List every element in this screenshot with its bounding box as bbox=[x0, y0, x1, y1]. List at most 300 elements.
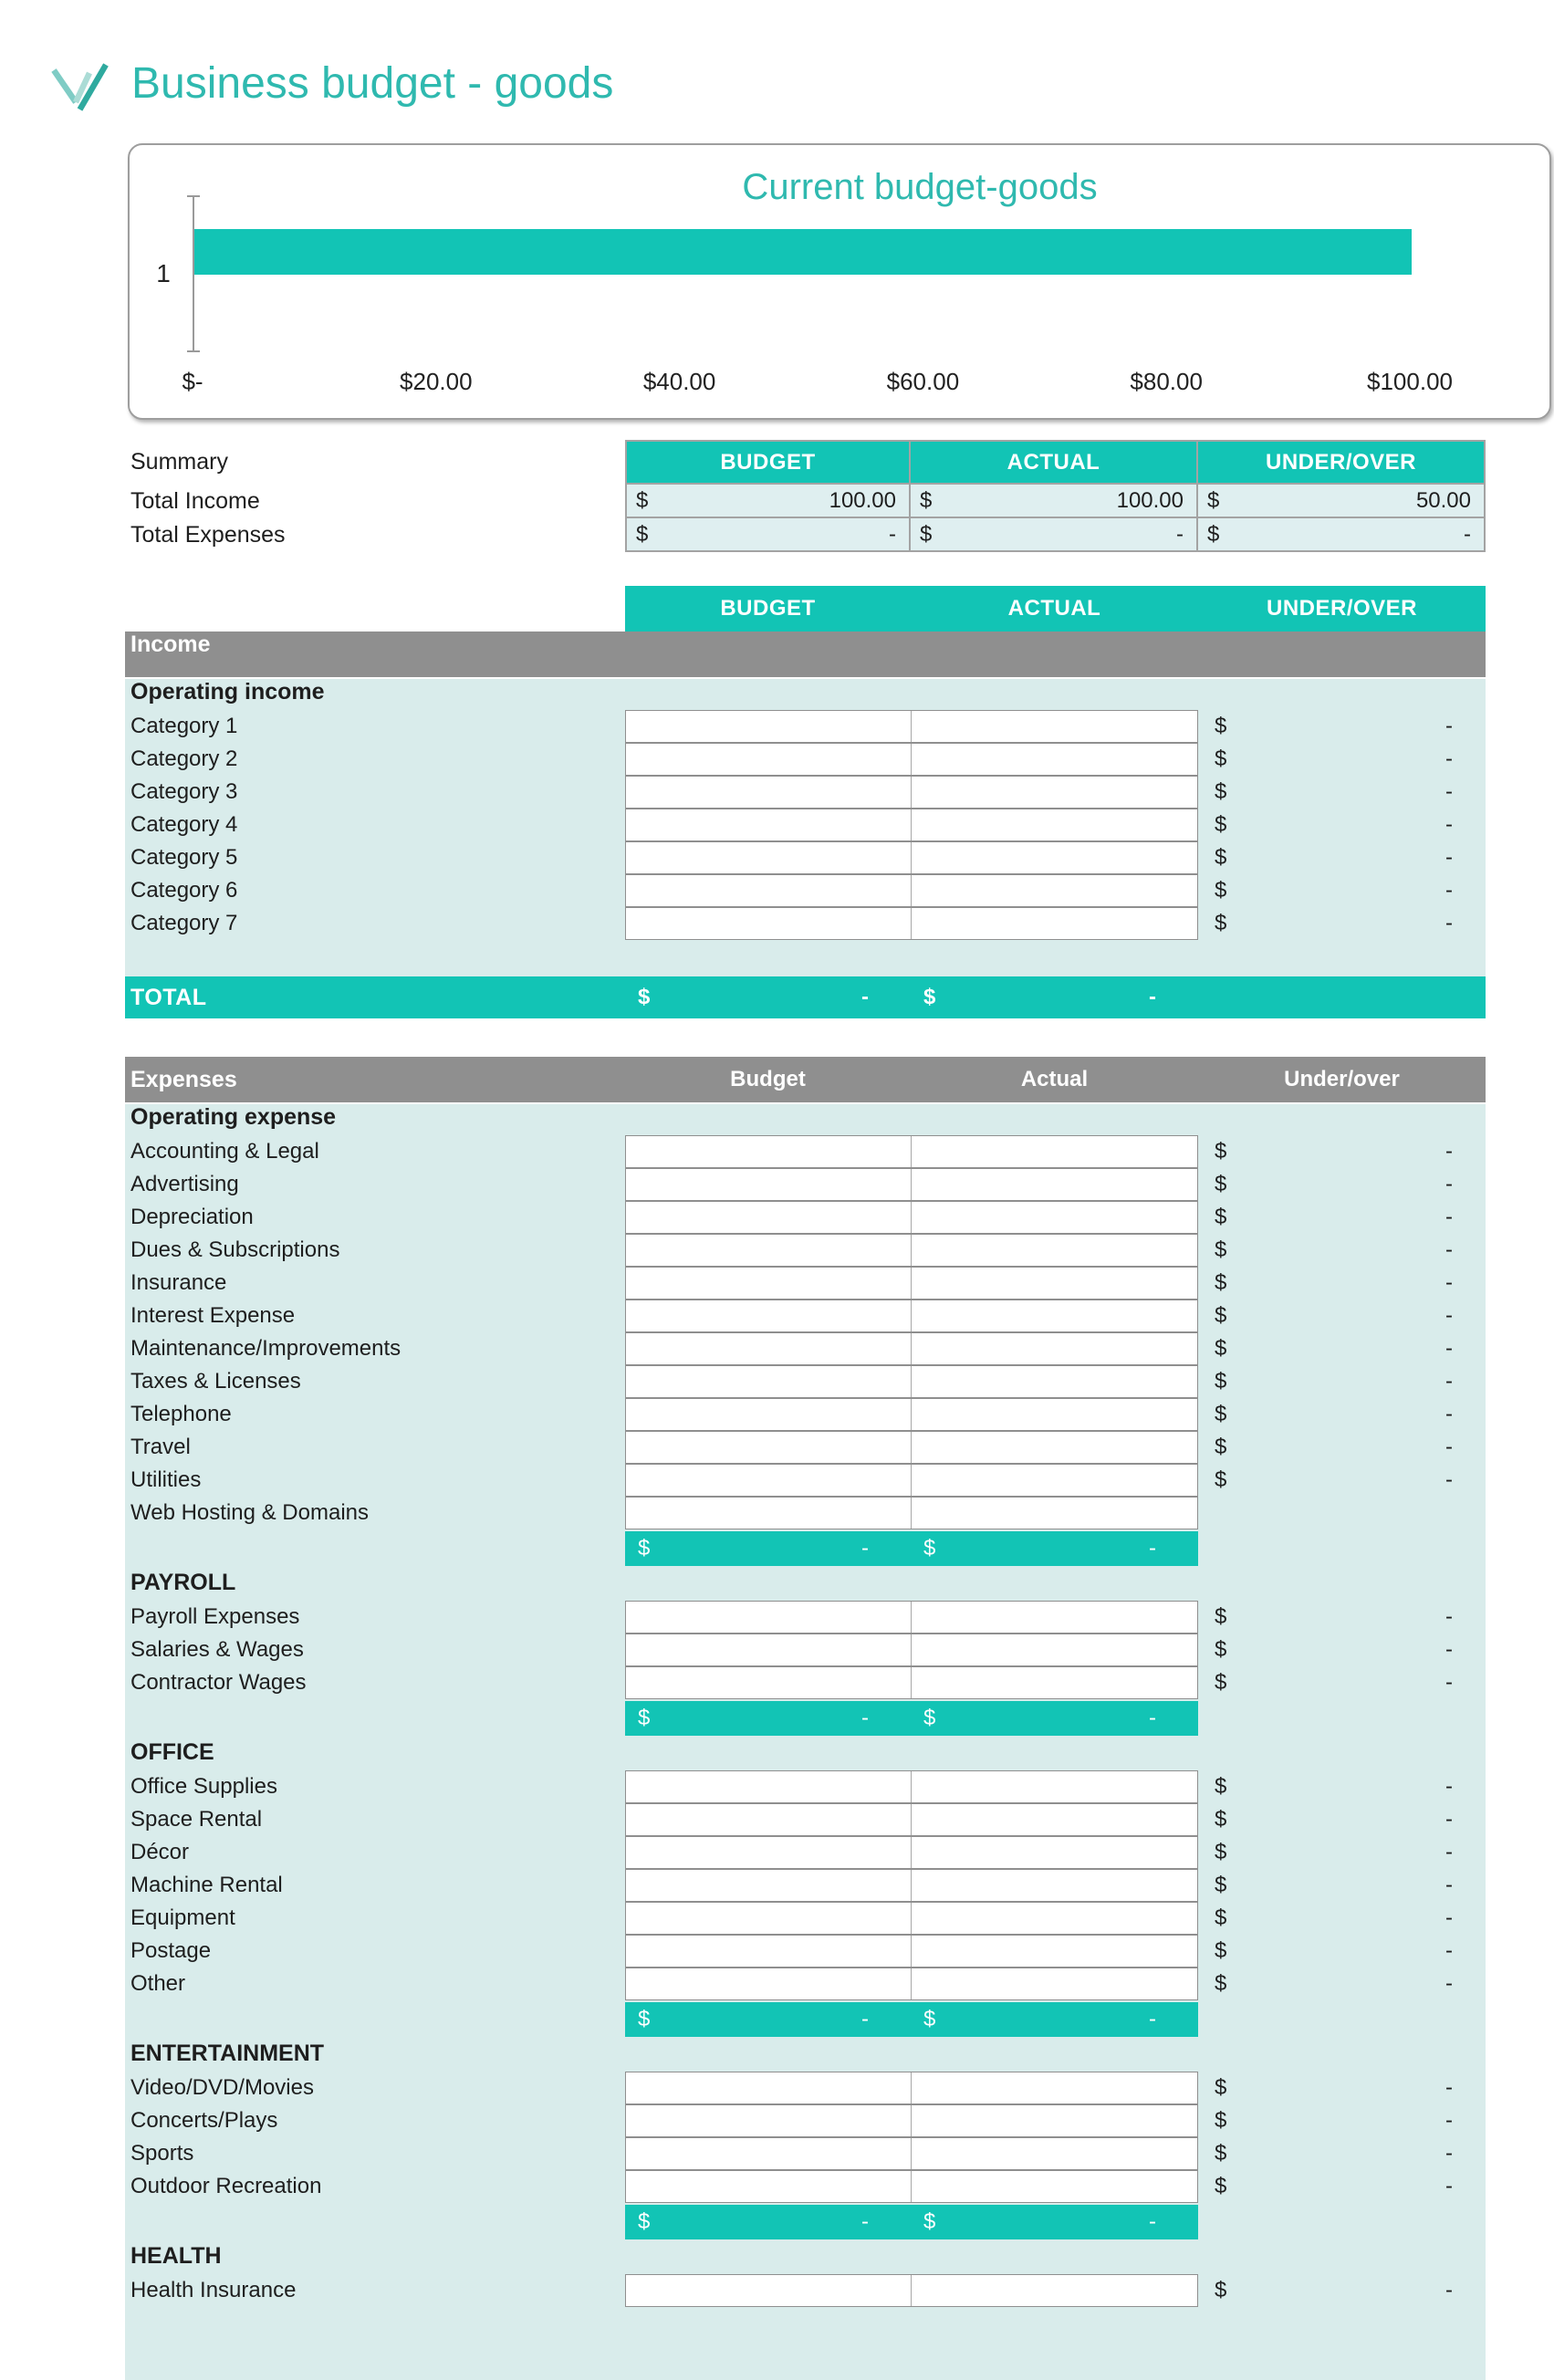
actual-input-cell[interactable] bbox=[912, 842, 1197, 873]
currency-symbol: $ bbox=[1215, 1336, 1227, 1361]
income-total-budget bbox=[625, 976, 911, 1018]
table-row bbox=[125, 1902, 1486, 1935]
table-row bbox=[125, 1666, 1486, 1699]
row-label: Depreciation bbox=[130, 1205, 254, 1229]
input-cell-pair bbox=[625, 2170, 1198, 2203]
under-over-cell bbox=[1198, 1634, 1486, 1666]
row-label: Travel bbox=[130, 1435, 191, 1459]
input-cell-pair bbox=[625, 1968, 1198, 2000]
cell-value: - bbox=[1445, 878, 1453, 903]
actual-input-cell[interactable] bbox=[912, 809, 1197, 840]
budget-input-cell[interactable] bbox=[626, 2275, 912, 2306]
actual-input-cell[interactable] bbox=[912, 1366, 1197, 1397]
currency-symbol: $ bbox=[1215, 1774, 1227, 1799]
row-label: Category 3 bbox=[130, 779, 238, 804]
cell-value: - bbox=[1445, 1402, 1453, 1426]
budget-input-cell[interactable] bbox=[626, 1366, 912, 1397]
cell-value: - bbox=[1445, 1670, 1453, 1695]
table-row bbox=[125, 1968, 1486, 2000]
subtotal-row bbox=[625, 1531, 1198, 1566]
row-label: Décor bbox=[130, 1840, 190, 1864]
row-label: Space Rental bbox=[130, 1807, 263, 1832]
table-row bbox=[125, 1135, 1486, 1168]
row-label: Sports bbox=[130, 2141, 194, 2166]
input-cell-pair bbox=[625, 1365, 1198, 1398]
actual-input-cell[interactable] bbox=[912, 1498, 1197, 1529]
table-row bbox=[125, 1267, 1486, 1300]
currency-symbol: $ bbox=[1215, 1205, 1227, 1229]
under-over-cell bbox=[1198, 1968, 1486, 2000]
cell-value: - bbox=[1445, 2278, 1453, 2302]
table-row bbox=[125, 1497, 1486, 1529]
table-row bbox=[125, 1836, 1486, 1869]
input-cell-pair bbox=[625, 1902, 1198, 1935]
currency-symbol: $ bbox=[1215, 2075, 1227, 2100]
x-axis-tick-label: $100.00 bbox=[1367, 368, 1453, 395]
cell-value: - bbox=[1464, 521, 1471, 547]
income-header-row bbox=[125, 586, 1486, 632]
input-cell-pair bbox=[625, 907, 1198, 940]
budget-input-cell[interactable] bbox=[626, 1837, 912, 1868]
budget-input-cell[interactable] bbox=[626, 777, 912, 808]
summary-label: Summary bbox=[125, 440, 625, 485]
actual-input-cell[interactable] bbox=[912, 1968, 1197, 1999]
input-cell-pair bbox=[625, 1836, 1198, 1869]
total-expenses-actual-cell[interactable] bbox=[911, 518, 1198, 552]
cell-value: - bbox=[1445, 714, 1453, 738]
actual-input-cell[interactable] bbox=[912, 1268, 1197, 1299]
cell-value: - bbox=[1445, 1971, 1453, 1996]
actual-input-cell[interactable] bbox=[912, 1300, 1197, 1331]
budget-input-cell[interactable] bbox=[626, 711, 912, 742]
budget-input-cell[interactable] bbox=[626, 1300, 912, 1331]
input-cell-pair bbox=[625, 2104, 1198, 2137]
cell-value: - bbox=[1445, 812, 1453, 837]
currency-symbol: $ bbox=[1215, 2108, 1227, 2133]
budget-input-cell[interactable] bbox=[626, 1870, 912, 1901]
under-over-cell bbox=[1198, 841, 1486, 874]
under-over-cell bbox=[1198, 710, 1486, 743]
input-cell-pair bbox=[625, 1601, 1198, 1634]
summary-column-budget: BUDGET bbox=[625, 440, 911, 485]
income-column-actual: ACTUAL bbox=[911, 586, 1198, 632]
expenses-column-under-over: Under/over bbox=[1284, 1067, 1400, 1091]
cell-value: - bbox=[1176, 521, 1184, 547]
actual-input-cell[interactable] bbox=[912, 1169, 1197, 1200]
table-row bbox=[125, 1869, 1486, 1902]
income-column-under-over: UNDER/OVER bbox=[1198, 586, 1486, 632]
budget-input-cell[interactable] bbox=[626, 875, 912, 906]
table-row bbox=[125, 1431, 1486, 1464]
actual-input-cell[interactable] bbox=[912, 1235, 1197, 1266]
row-label: Dues & Subscriptions bbox=[130, 1237, 340, 1262]
under-over-cell bbox=[1198, 1770, 1486, 1803]
currency-symbol: $ bbox=[1215, 1905, 1227, 1930]
under-over-cell bbox=[1198, 2072, 1486, 2104]
cell-value: - bbox=[1149, 2209, 1156, 2234]
under-over-cell bbox=[1198, 1803, 1486, 1836]
cell-value: - bbox=[1445, 1807, 1453, 1832]
currency-symbol: $ bbox=[1215, 1303, 1227, 1328]
under-over-cell bbox=[1198, 1497, 1486, 1529]
table-row bbox=[125, 2170, 1486, 2203]
cell-value: - bbox=[1445, 1873, 1453, 1897]
currency-symbol: $ bbox=[920, 521, 933, 547]
input-cell-pair bbox=[625, 1168, 1198, 1201]
actual-input-cell[interactable] bbox=[912, 2138, 1197, 2169]
input-cell-pair bbox=[625, 1267, 1198, 1300]
income-total-row bbox=[125, 976, 1486, 1018]
budget-input-cell[interactable] bbox=[626, 1235, 912, 1266]
row-label: Category 7 bbox=[130, 911, 238, 935]
subtotal-budget bbox=[625, 1531, 911, 1566]
table-row bbox=[125, 1398, 1486, 1431]
row-label: Category 1 bbox=[130, 714, 238, 738]
table-row bbox=[125, 1770, 1486, 1803]
total-income-under-over-cell[interactable] bbox=[1198, 485, 1486, 518]
table-row bbox=[125, 2274, 1486, 2307]
currency-symbol: $ bbox=[1215, 714, 1227, 738]
input-cell-pair bbox=[625, 809, 1198, 841]
cell-value: - bbox=[1445, 1467, 1453, 1492]
under-over-cell bbox=[1198, 1431, 1486, 1464]
currency-symbol: $ bbox=[1207, 521, 1220, 547]
currency-symbol: $ bbox=[638, 1706, 651, 1730]
input-cell-pair bbox=[625, 1869, 1198, 1902]
table-row bbox=[125, 743, 1486, 776]
input-cell-pair bbox=[625, 841, 1198, 874]
budget-input-cell[interactable] bbox=[626, 744, 912, 775]
actual-input-cell[interactable] bbox=[912, 1333, 1197, 1364]
cell-value: - bbox=[861, 2007, 869, 2031]
row-label: Maintenance/Improvements bbox=[130, 1336, 402, 1361]
actual-input-cell[interactable] bbox=[912, 1399, 1197, 1430]
actual-input-cell[interactable] bbox=[912, 875, 1197, 906]
budget-input-cell[interactable] bbox=[626, 2072, 912, 2103]
chart-title: Current budget-goods bbox=[742, 167, 1098, 207]
cell-value: - bbox=[1445, 1172, 1453, 1196]
actual-input-cell[interactable] bbox=[912, 1634, 1197, 1665]
under-over-cell bbox=[1198, 1666, 1486, 1699]
cell-value: - bbox=[1445, 1270, 1453, 1295]
budget-input-cell[interactable] bbox=[626, 2171, 912, 2202]
under-over-cell bbox=[1198, 1935, 1486, 1968]
page-title: Business budget - goods bbox=[131, 58, 614, 108]
currency-symbol: $ bbox=[1215, 1840, 1227, 1864]
row-label: Total Income bbox=[125, 485, 625, 518]
currency-symbol: $ bbox=[1215, 812, 1227, 837]
table-row bbox=[125, 2104, 1486, 2137]
row-label: Category 5 bbox=[130, 845, 238, 870]
cell-value: - bbox=[1445, 2108, 1453, 2133]
row-label: Interest Expense bbox=[130, 1303, 296, 1328]
currency-symbol: $ bbox=[636, 521, 649, 547]
cell-value: - bbox=[1149, 1536, 1156, 1561]
currency-symbol: $ bbox=[923, 985, 936, 1009]
subtotal-budget bbox=[625, 1701, 911, 1736]
budget-input-cell[interactable] bbox=[626, 908, 912, 939]
input-cell-pair bbox=[625, 1803, 1198, 1836]
input-cell-pair bbox=[625, 1431, 1198, 1464]
budget-input-cell[interactable] bbox=[626, 1136, 912, 1167]
row-label: Telephone bbox=[130, 1402, 232, 1426]
currency-symbol: $ bbox=[638, 2007, 651, 2031]
x-axis-tick-label: $40.00 bbox=[642, 368, 716, 395]
budget-input-cell[interactable] bbox=[626, 1771, 912, 1802]
table-row bbox=[125, 1634, 1486, 1666]
budget-bar bbox=[194, 229, 1412, 275]
cell-value: - bbox=[1445, 1369, 1453, 1394]
currency-symbol: $ bbox=[920, 487, 933, 513]
table-row bbox=[125, 1168, 1486, 1201]
expenses-column-budget: Budget bbox=[730, 1067, 806, 1091]
cell-value: - bbox=[1149, 1706, 1156, 1730]
table-row bbox=[125, 1332, 1486, 1365]
currency-symbol: $ bbox=[638, 1536, 651, 1561]
under-over-cell bbox=[1198, 743, 1486, 776]
input-cell-pair bbox=[625, 2274, 1198, 2307]
budget-input-cell[interactable] bbox=[626, 2138, 912, 2169]
cell-value: - bbox=[1445, 1139, 1453, 1164]
row-label: Video/DVD/Movies bbox=[130, 2075, 314, 2100]
cell-value: - bbox=[1445, 1237, 1453, 1262]
cell-value: - bbox=[861, 985, 869, 1009]
currency-symbol: $ bbox=[1215, 746, 1227, 771]
currency-symbol: $ bbox=[1215, 1637, 1227, 1662]
subtotal-actual bbox=[911, 1701, 1198, 1736]
expense-group-heading: OFFICE bbox=[130, 1738, 214, 1765]
summary-header-row bbox=[125, 440, 1486, 485]
budget-input-cell[interactable] bbox=[626, 1498, 912, 1529]
cell-value: - bbox=[1149, 2007, 1156, 2031]
cell-value: - bbox=[1445, 1905, 1453, 1930]
under-over-cell bbox=[1198, 1168, 1486, 1201]
under-over-cell bbox=[1198, 1267, 1486, 1300]
budget-input-cell[interactable] bbox=[626, 2105, 912, 2136]
budget-input-cell[interactable] bbox=[626, 842, 912, 873]
cell-value: - bbox=[889, 521, 896, 547]
currency-symbol: $ bbox=[923, 2007, 936, 2031]
input-cell-pair bbox=[625, 743, 1198, 776]
cell-value: - bbox=[1445, 1938, 1453, 1963]
actual-input-cell[interactable] bbox=[912, 1771, 1197, 1802]
table-row bbox=[125, 776, 1486, 809]
summary-row-total-expenses bbox=[125, 518, 1486, 552]
cell-value: - bbox=[861, 2209, 869, 2234]
under-over-cell bbox=[1198, 1464, 1486, 1497]
section-title: Income bbox=[130, 632, 211, 657]
under-over-cell bbox=[1198, 907, 1486, 940]
income-group-heading: Operating income bbox=[130, 678, 325, 705]
actual-input-cell[interactable] bbox=[912, 1903, 1197, 1934]
budget-input-cell[interactable] bbox=[626, 1968, 912, 1999]
input-cell-pair bbox=[625, 1464, 1198, 1497]
row-label: Other bbox=[130, 1971, 186, 1996]
x-axis-tick-labels bbox=[182, 368, 1453, 399]
x-axis-tick-label: $20.00 bbox=[400, 368, 473, 395]
summary-table bbox=[125, 440, 1486, 552]
page-header bbox=[51, 55, 613, 111]
row-label: Salaries & Wages bbox=[130, 1637, 304, 1662]
actual-input-cell[interactable] bbox=[912, 1837, 1197, 1868]
currency-symbol: $ bbox=[1207, 487, 1220, 513]
budget-input-cell[interactable] bbox=[626, 1465, 912, 1496]
table-row bbox=[125, 2137, 1486, 2170]
input-cell-pair bbox=[625, 1666, 1198, 1699]
actual-input-cell[interactable] bbox=[912, 1804, 1197, 1835]
actual-input-cell[interactable] bbox=[912, 908, 1197, 939]
subtotal-row bbox=[625, 2205, 1198, 2239]
budget-input-cell[interactable] bbox=[626, 1602, 912, 1633]
total-expenses-budget-cell[interactable] bbox=[625, 518, 911, 552]
currency-symbol: $ bbox=[1215, 878, 1227, 903]
table-row bbox=[125, 710, 1486, 743]
input-cell-pair bbox=[625, 1398, 1198, 1431]
summary-column-actual: ACTUAL bbox=[911, 440, 1198, 485]
budget-input-cell[interactable] bbox=[626, 1333, 912, 1364]
income-column-budget: BUDGET bbox=[625, 586, 911, 632]
expense-group-heading: PAYROLL bbox=[130, 1569, 236, 1595]
summary-column-under-over: UNDER/OVER bbox=[1198, 440, 1486, 485]
actual-input-cell[interactable] bbox=[912, 1202, 1197, 1233]
cell-value: - bbox=[861, 1706, 869, 1730]
total-income-actual-cell[interactable] bbox=[911, 485, 1198, 518]
currency-symbol: $ bbox=[1215, 1270, 1227, 1295]
currency-symbol: $ bbox=[1215, 845, 1227, 870]
currency-symbol: $ bbox=[923, 1536, 936, 1561]
cell-value: 100.00 bbox=[829, 487, 896, 513]
row-label: Postage bbox=[130, 1938, 212, 1963]
row-label: Total Expenses bbox=[125, 518, 625, 552]
table-row bbox=[125, 1601, 1486, 1634]
budget-input-cell[interactable] bbox=[626, 1634, 912, 1665]
total-expenses-under-over-cell[interactable] bbox=[1198, 518, 1486, 552]
x-axis-tick-label: $80.00 bbox=[1130, 368, 1203, 395]
currency-symbol: $ bbox=[1215, 1172, 1227, 1196]
cell-value: - bbox=[1445, 1774, 1453, 1799]
table-row bbox=[125, 1464, 1486, 1497]
cell-value: - bbox=[1445, 2141, 1453, 2166]
actual-input-cell[interactable] bbox=[912, 711, 1197, 742]
actual-input-cell[interactable] bbox=[912, 2171, 1197, 2202]
input-cell-pair bbox=[625, 1332, 1198, 1365]
cell-value: - bbox=[1445, 1303, 1453, 1328]
actual-input-cell[interactable] bbox=[912, 1602, 1197, 1633]
input-cell-pair bbox=[625, 1135, 1198, 1168]
cell-value: - bbox=[1445, 1435, 1453, 1459]
input-cell-pair bbox=[625, 1201, 1198, 1234]
budget-input-cell[interactable] bbox=[626, 1202, 912, 1233]
total-income-budget-cell[interactable] bbox=[625, 485, 911, 518]
budget-input-cell[interactable] bbox=[626, 1903, 912, 1934]
currency-symbol: $ bbox=[1215, 1369, 1227, 1394]
actual-input-cell[interactable] bbox=[912, 2105, 1197, 2136]
income-table bbox=[125, 586, 1486, 1018]
cell-value: - bbox=[1445, 746, 1453, 771]
actual-input-cell[interactable] bbox=[912, 744, 1197, 775]
under-over-cell bbox=[1198, 1365, 1486, 1398]
subtotal-actual bbox=[911, 1531, 1198, 1566]
currency-symbol: $ bbox=[1215, 779, 1227, 804]
actual-input-cell[interactable] bbox=[912, 1465, 1197, 1496]
cell-value: - bbox=[1445, 2075, 1453, 2100]
budget-chart-card bbox=[128, 143, 1551, 420]
under-over-cell bbox=[1198, 809, 1486, 841]
actual-input-cell[interactable] bbox=[912, 777, 1197, 808]
under-over-cell bbox=[1198, 2170, 1486, 2203]
cell-value: - bbox=[1445, 779, 1453, 804]
input-cell-pair bbox=[625, 710, 1198, 743]
budget-input-cell[interactable] bbox=[626, 1667, 912, 1698]
currency-symbol: $ bbox=[1215, 2278, 1227, 2302]
currency-symbol: $ bbox=[1215, 1807, 1227, 1832]
input-cell-pair bbox=[625, 2072, 1198, 2104]
y-axis-bottom-tick bbox=[187, 350, 200, 352]
cell-value: - bbox=[1445, 1205, 1453, 1229]
budget-input-cell[interactable] bbox=[626, 1936, 912, 1967]
budget-input-cell[interactable] bbox=[626, 809, 912, 840]
under-over-cell bbox=[1198, 1201, 1486, 1234]
actual-input-cell[interactable] bbox=[912, 1870, 1197, 1901]
budget-input-cell[interactable] bbox=[626, 1804, 912, 1835]
input-cell-pair bbox=[625, 1497, 1198, 1529]
input-cell-pair bbox=[625, 1634, 1198, 1666]
subtotal-budget bbox=[625, 2002, 911, 2037]
under-over-cell bbox=[1198, 1332, 1486, 1365]
row-label: Machine Rental bbox=[130, 1873, 283, 1897]
cell-value: 50.00 bbox=[1415, 487, 1471, 513]
actual-input-cell[interactable] bbox=[912, 1936, 1197, 1967]
actual-input-cell[interactable] bbox=[912, 1432, 1197, 1463]
currency-symbol: $ bbox=[1215, 1971, 1227, 1996]
currency-symbol: $ bbox=[1215, 1435, 1227, 1459]
income-section-bar bbox=[125, 632, 1486, 677]
table-row bbox=[125, 2072, 1486, 2104]
budget-input-cell[interactable] bbox=[626, 1399, 912, 1430]
table-row bbox=[125, 1234, 1486, 1267]
expense-group-heading: HEALTH bbox=[130, 2242, 222, 2269]
currency-symbol: $ bbox=[1215, 1402, 1227, 1426]
expenses-column-actual: Actual bbox=[1020, 1067, 1089, 1091]
currency-symbol: $ bbox=[636, 487, 649, 513]
expenses-section-bar bbox=[125, 1057, 1486, 1102]
cell-value: - bbox=[1445, 1604, 1453, 1629]
under-over-cell bbox=[1198, 1836, 1486, 1869]
table-row bbox=[125, 841, 1486, 874]
under-over-cell bbox=[1198, 2137, 1486, 2170]
cell-value: - bbox=[1445, 2174, 1453, 2198]
actual-input-cell[interactable] bbox=[912, 1136, 1197, 1167]
section-title: Expenses bbox=[130, 1066, 237, 1092]
actual-input-cell[interactable] bbox=[912, 2275, 1197, 2306]
row-label: Insurance bbox=[130, 1270, 227, 1295]
cell-value: - bbox=[1445, 1336, 1453, 1361]
subtotal-row bbox=[625, 2002, 1198, 2037]
budget-input-cell[interactable] bbox=[626, 1432, 912, 1463]
total-label: TOTAL bbox=[130, 984, 207, 1010]
budget-input-cell[interactable] bbox=[626, 1169, 912, 1200]
x-axis-tick-label: $60.00 bbox=[886, 368, 960, 395]
budget-input-cell[interactable] bbox=[626, 1268, 912, 1299]
actual-input-cell[interactable] bbox=[912, 2072, 1197, 2103]
summary-row-total-income bbox=[125, 485, 1486, 518]
input-cell-pair bbox=[625, 1935, 1198, 1968]
row-label: Category 6 bbox=[130, 878, 238, 903]
income-body bbox=[125, 679, 1486, 976]
currency-symbol: $ bbox=[1215, 2174, 1227, 2198]
actual-input-cell[interactable] bbox=[912, 1667, 1197, 1698]
expense-group-heading: ENTERTAINMENT bbox=[130, 2040, 325, 2066]
